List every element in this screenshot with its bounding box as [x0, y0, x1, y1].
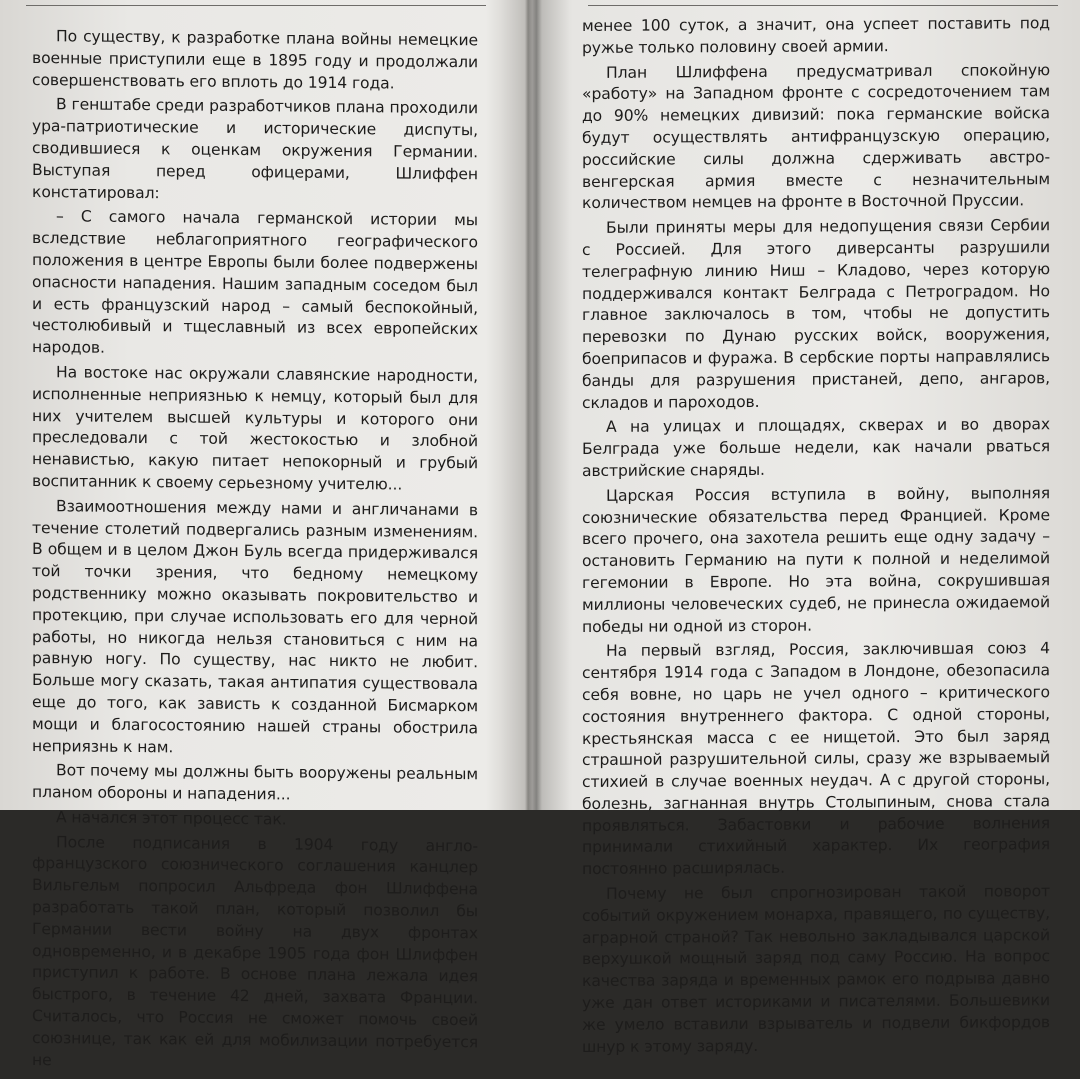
paragraph: Были приняты меры для недопущения связи Сербии с Россией. Для этого диверсанты разрушили телеграфную линию Ниш – Кладово, через которую поддерживался контакт Белграда с Петроградом. Но главное заключалось в том, чтобы не допустить перевозки по Дунаю русских войск, вооружения, боеприпасов и фуража. В сербские порты направлялись банды для разрушения пристаней, депо, ангаров, складов и пароходов. [582, 216, 1050, 412]
paragraph: Взаимоотношения между нами и англичанами в течение столетий подвергались разным изменениям. В общем и в целом Джон Буль всегда придерживался той точки зрения, что бедному немецкому родственнику можно оказывать покровительство и протекцию, при случае использовать его для черной работы, но никогда нельзя становиться с ним на равную ногу. По существу, нас никто не любит. Больше могу сказать, такая антипатия существовала еще до того, как зависть к созданной Бисмарком мощи и благосостоянию нашей страны обострила неприязнь к нам. [32, 496, 478, 756]
paragraph: После подписания в 1904 году англо-французского союзнического соглашения канцлер Вильгельм попросил Альфреда фон Шлиффена разработать такой план, который позволил бы Германии вести войну на двух фронтах одновременно, и в декабре 1905 года фон Шлиффен приступил к работе. В основе плана лежала идея быстрого, в течение 42 дней, захвата Франции. Считалось, что Россия не сможет помочь своей союзнице, так как ей для мобилизации потребуется не [32, 832, 478, 1069]
page-top-rule [588, 5, 1058, 6]
paragraph: На востоке нас окружали славянские народности, исполненные неприязнью к немцу, который был для них учителем высшей культуры и которого они преследовали с той жестокостью и злобной ненавистью, какую питает непокорный и грубый воспитанник к своему серьезному учителю... [32, 363, 478, 494]
paragraph: Почему не был спрогнозирован такой поворот событий окружением монарха, правящего, по существу, аграрной страной? Так невольно закладывался царской верхушкой мощный заряд под саму Россию. На вопрос качества заряда и временных рамок его подрыва давно уже дан ответ историками и писателями. Большевики же умело вставили взрыватель и подвели бикфордов шнур к этому заряду. [582, 882, 1050, 1056]
right-page-text [582, 13, 1050, 1061]
paragraph: – С самого начала германской истории мы вследствие неблагоприятного географического положения в центре Европы были более подвержены опасности нападения. Нашим западным соседом был и есть французский народ – самый беспокойный, честолюбивый и тщеславный из всех европейских народов. [32, 207, 478, 357]
left-page-text [32, 26, 478, 1079]
paragraph: А начался этот процесс так. [56, 808, 287, 829]
paragraph: Вот почему мы должны быть вооружены реальным планом обороны и нападения... [32, 761, 478, 804]
paragraph: По существу, к разработке плана войны немецкие военные приступили еще в 1895 году и продолжали совершенствовать его вплоть до 1914 года. [32, 27, 478, 93]
paragraph: А на улицах и площадях, скверах и во дворах Белграда уже больше недели, как начали рваться австрийские снаряды. [582, 415, 1050, 480]
paragraph: В генштабе среди разработчиков плана проходили ура-патриотические и исторические диспуты, сводившиеся к оценкам окружения Германии. Выступая перед офицерами, Шлиффен констатировал: [32, 95, 478, 202]
paragraph-continuation: менее 100 суток, а значит, она успеет поставить под ружье только половину своей армии. [582, 14, 1050, 57]
paragraph: План Шлиффена предусматривал спокойную «работу» на Западном фронте с сосредоточением там до 90% немецких дивизий: пока германские войска будут осуществлять антифранцузскую операцию, российские силы должна сдерживать австро-венгерская армия вместе с незначительным количеством немцев на фронте в Восточной Пруссии. [582, 60, 1050, 213]
paragraph: Царская Россия вступила в войну, выполняя союзнические обязательства перед Францией. Кроме всего прочего, она захотела решить еще одну задачу – остановить Германию на пути к полной и неделимой гегемонии в Европе. Но эта война, сокрушившая миллионы человеческих судеб, не принесла ожидаемой победы ни одной из сторон. [582, 483, 1050, 636]
left-page [0, 0, 525, 1069]
right-page [532, 0, 1080, 1056]
paragraph: На первый взгляд, Россия, заключившая союз 4 сентября 1914 года с Западом в Лондоне, обезопасила себя вовне, но царь не учел одного – критического состояния внутреннего фактора. С одной стороны, крестьянская масса с ее нищетой. Это был заряд страшной разрушительной силы, сразу же взрываемый стихией в случае военных неудач. А с другой стороны, болезнь, загнанная внутрь Столыпиным, снова стала проявляться. Забастовки и рабочие волнения принимали стихийный характер. Их география постоянно расширялась. [582, 639, 1050, 879]
page-top-rule [26, 5, 486, 6]
